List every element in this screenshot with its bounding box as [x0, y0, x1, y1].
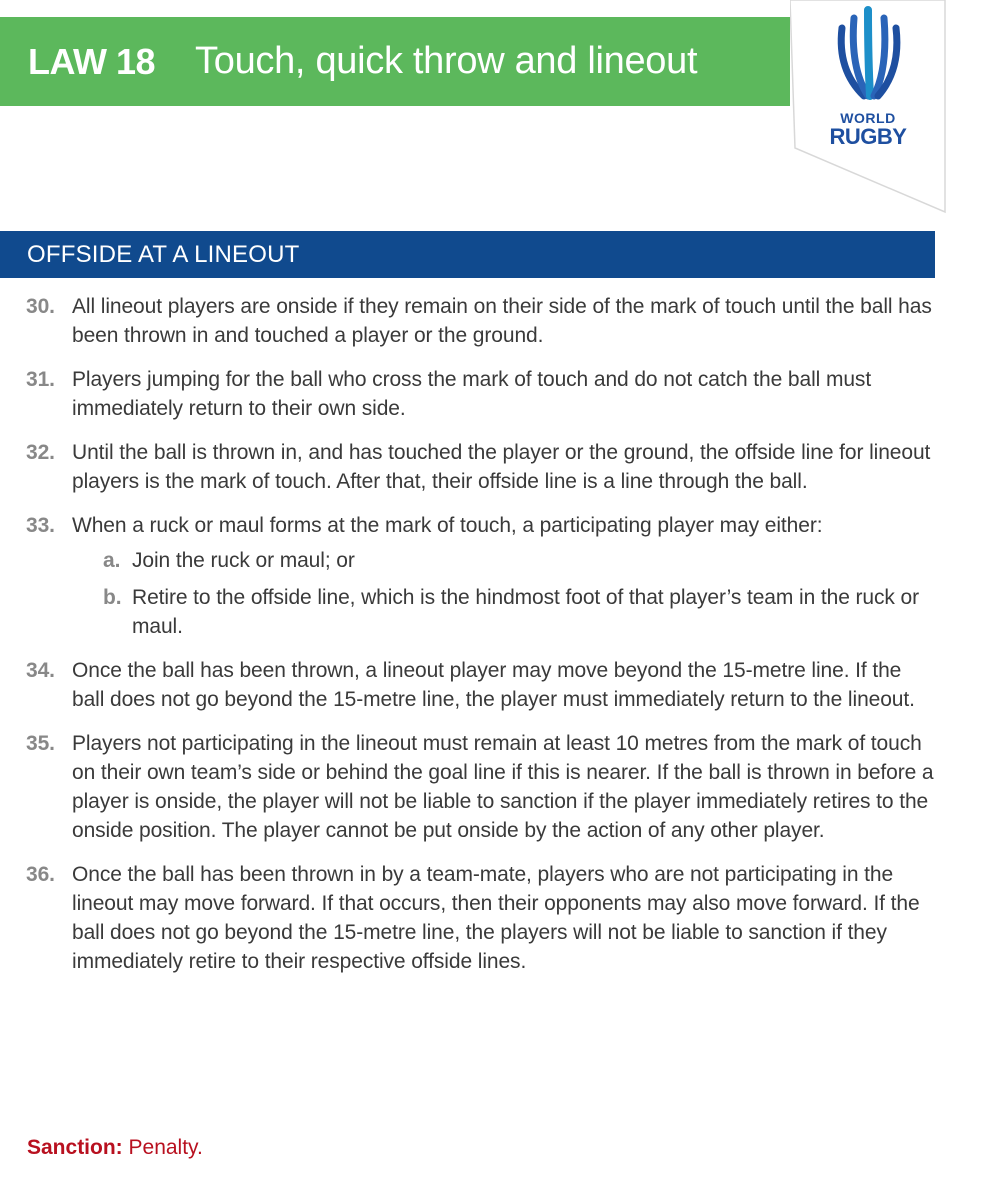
subclause-letter: b.: [103, 586, 122, 609]
clause-36: [0, 860, 984, 976]
clause-31: [0, 365, 984, 423]
clause-text: Players jumping for the ball who cross the mark of touch and do not catch the ball must immediately return to their own side.: [72, 368, 872, 420]
subclause-a: [72, 546, 934, 575]
clause-number: 36.: [26, 863, 55, 886]
clause-32: [0, 438, 984, 496]
section-header: [0, 231, 935, 278]
clause-number: 33.: [26, 514, 55, 537]
law-number: LAW 18: [28, 40, 156, 82]
sanction-value: Penalty.: [128, 1136, 203, 1159]
clause-text: Once the ball has been thrown in by a team-mate, players who are not participating in the lineout may move forward. If that occurs, then their opponents may also move forward. If the ball does not go beyond the 15-metre line, the players will not be liable to sanction if they immediately retire to their respective offside lines.: [72, 863, 920, 973]
clause-text: Until the ball is thrown in, and has touched the player or the ground, the offside line for lineout players is the mark of touch. After that, their offside line is a line through the ball.: [72, 441, 931, 493]
clause-number: 31.: [26, 368, 55, 391]
clause-text: When a ruck or maul forms at the mark of touch, a participating player may either:: [72, 514, 823, 537]
clause-30: [0, 292, 984, 350]
subclause-b: [72, 583, 934, 641]
clause-33: [0, 511, 984, 641]
subclause-letter: a.: [103, 549, 121, 572]
clause-list: [0, 292, 984, 991]
logo-rugby-text: RUGBY: [829, 124, 907, 149]
section-title: OFFSIDE AT A LINEOUT: [27, 240, 300, 268]
clause-34: [0, 656, 984, 714]
subclause-list: [72, 546, 934, 641]
clause-number: 34.: [26, 659, 55, 682]
subclause-text: Retire to the offside line, which is the hindmost foot of that player’s team in the ruck or maul.: [132, 586, 919, 638]
clause-number: 30.: [26, 295, 55, 318]
clause-number: 32.: [26, 441, 55, 464]
logo-world-text: WORLD: [840, 110, 896, 126]
sanction-label: Sanction:: [27, 1136, 123, 1159]
subclause-text: Join the ruck or maul; or: [132, 549, 355, 572]
clause-text: All lineout players are onside if they remain on their side of the mark of touch until the ball has been thrown in and touched a player or the ground.: [72, 295, 932, 347]
clause-text: Once the ball has been thrown, a lineout player may move beyond the 15-metre line. If the ball does not go beyond the 15-metre line, the player must immediately return to the lineout.: [72, 659, 915, 711]
sanction-line: [27, 1136, 203, 1160]
law-banner: [0, 17, 790, 106]
clause-number: 35.: [26, 732, 55, 755]
clause-text: Players not participating in the lineout must remain at least 10 metres from the mark of touch on their own team’s side or behind the goal line if this is nearer. If the ball is thrown in before a player is onside, the player will not be liable to sanction if the player immediately retires to the onside position. The player cannot be put onside by the action of any other player.: [72, 732, 934, 842]
clause-35: [0, 729, 984, 845]
law-title: Touch, quick throw and lineout: [195, 40, 698, 82]
